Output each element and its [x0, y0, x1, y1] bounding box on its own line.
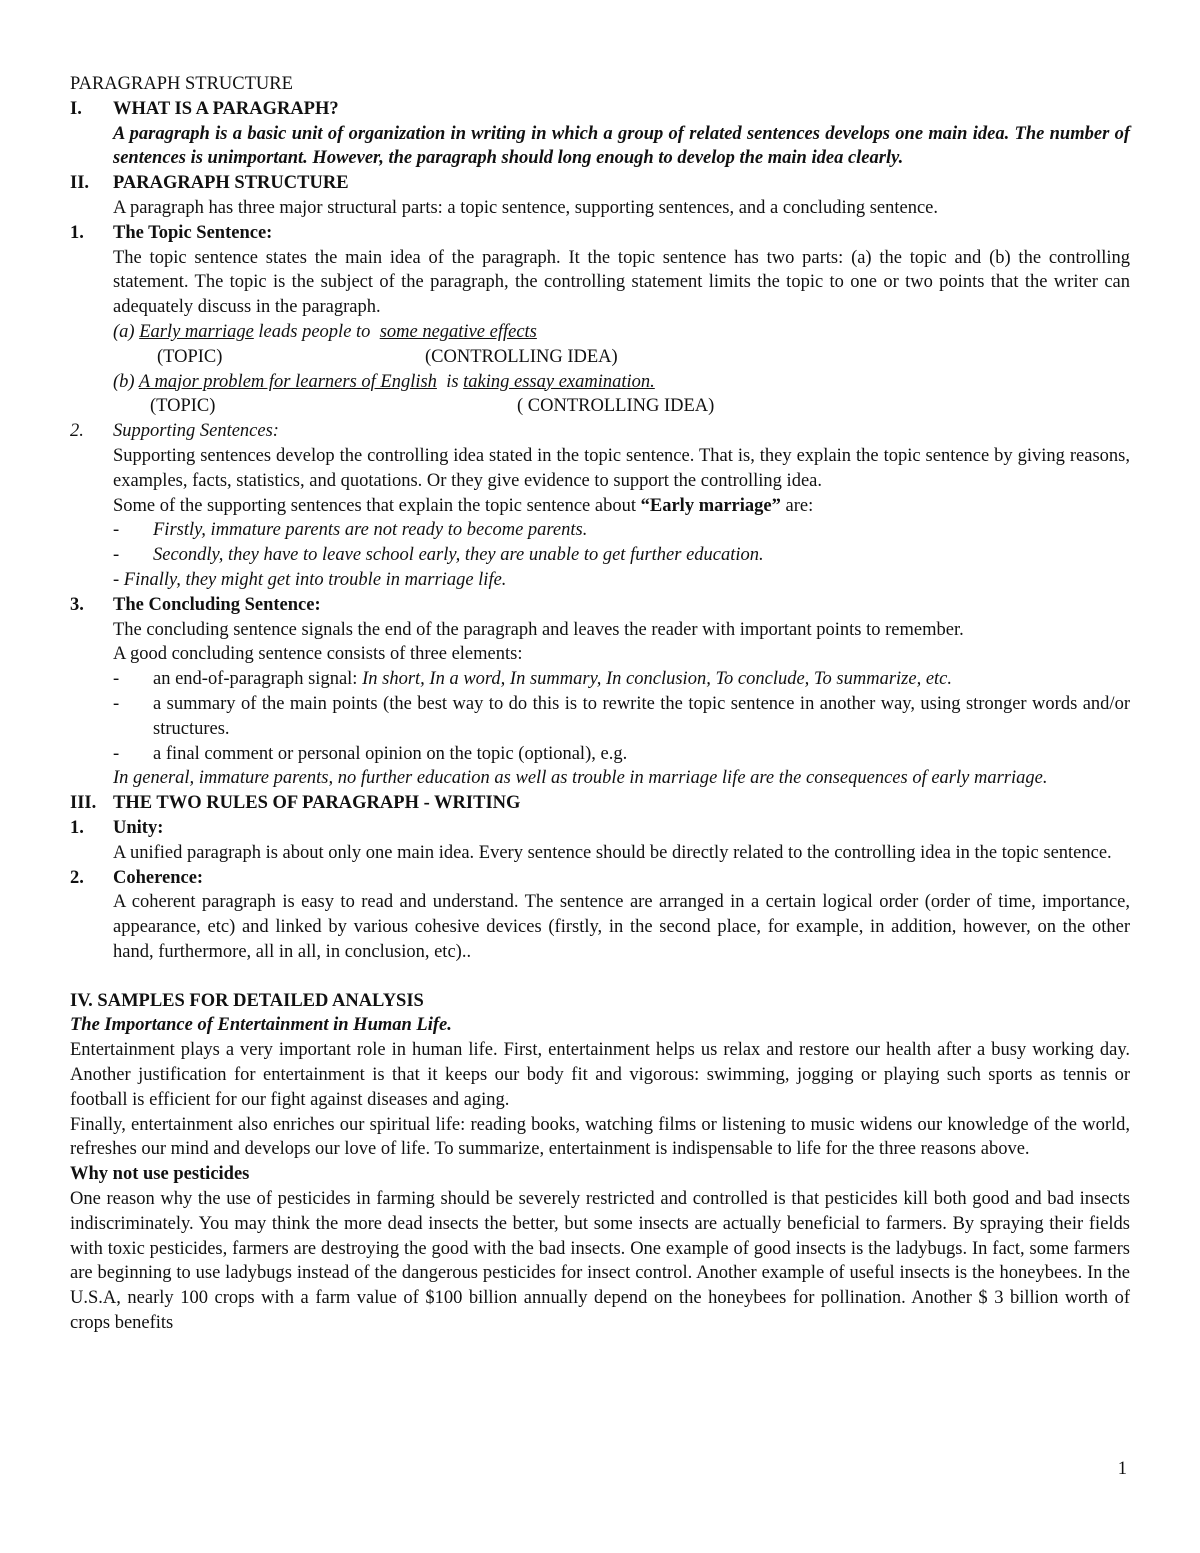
concluding-text-2: A good concluding sentence consists of three elements: — [113, 644, 523, 665]
supporting-bullet-1 — [70, 518, 1130, 543]
sample-1-paragraph-2: Finally, entertainment also enriches our spiritual life: reading books, watching films or listening to music widens our knowledge of the world, refreshes our mind and develops our love of life. To summarize, entertainment is indispensable to life for the three reasons above. — [70, 1114, 1130, 1160]
sample-1-paragraph-1: Entertainment plays a very important role in human life. First, entertainment helps us relax and restore our health after a busy working day. Another justification for entertainment is that it keeps our body fit and vigorous: swimming, jogging or playing such sports as tennis or football is efficient for our fight against diseases and aging. — [70, 1040, 1130, 1110]
section-1-heading — [70, 97, 1130, 122]
section-3-title: THE TWO RULES OF PARAGRAPH - WRITING — [113, 793, 521, 814]
supporting-bullet-1-text: Firstly, immature parents are not ready to become parents. — [153, 520, 588, 541]
supporting-intro-pre: Some of the supporting sentences that explain the topic sentence about — [113, 495, 641, 516]
example-b-topic: A major problem for learners of English — [138, 371, 437, 392]
section-4-heading: IV. SAMPLES FOR DETAILED ANALYSIS — [70, 990, 424, 1011]
concluding-bullet-2 — [70, 692, 1130, 742]
unity-title: Unity: — [113, 817, 164, 838]
unity-text: A unified paragraph is about only one main idea. Every sentence should be directly related to the controlling idea in the topic sentence. — [113, 842, 1112, 863]
sample-1-title: The Importance of Entertainment in Human Life. — [70, 1015, 452, 1036]
concluding-bullet-2-text: a summary of the main points (the best way to do this is to rewrite the topic sentence in another way, using stronger words and/or structures. — [153, 693, 1130, 739]
concluding-bullet-1 — [70, 667, 1130, 692]
page-number: 1 — [1117, 1459, 1127, 1479]
section-2-title: PARAGRAPH STRUCTURE — [113, 173, 349, 194]
section-2-number: II. — [70, 173, 90, 194]
sample-2-paragraph-1: One reason why the use of pesticides in farming should be severely restricted and controlled is that pesticides kill both good and bad insects indiscriminately. You may think the more dead insects the better, but some insects are actually beneficial to farmers. By spraying their fields with toxic pesticides, farmers are destroying the good with the bad insects. One example of good insects is the ladybugs. In fact, some farmers are beginning to use ladybugs instead of the dangerous pesticides for insect control. Another example of useful insects is the honeybees. In the U.S.A, nearly 100 crops with a farm value of $100 billion annually depend on the honeybees for pollination. Another $ 3 billion worth of crops benefits — [70, 1189, 1130, 1334]
example-a-tags — [70, 345, 1130, 370]
supporting-heading — [70, 419, 1130, 444]
supporting-intro-bold: “Early marriage” — [640, 495, 781, 516]
concluding-bullet-3 — [70, 742, 1130, 767]
example-b-tags — [70, 394, 1130, 419]
coherence-number: 2. — [70, 867, 84, 888]
example-a-controlling: some negative effects — [379, 321, 537, 342]
example-a-topic-tag: (TOPIC) — [157, 346, 223, 367]
bullet-dash: - — [113, 520, 120, 541]
section-2-heading — [70, 171, 1130, 196]
topic-sentence-number: 1. — [70, 222, 84, 243]
bullet-dash: - — [113, 693, 120, 714]
section-3-number: III. — [70, 793, 97, 814]
paragraph-definition: A paragraph is a basic unit of organization in writing in which a group of related sentences develops one main idea. The number of sentences is unimportant. However, the paragraph should long enough to develop the main idea clearly. — [113, 123, 1130, 169]
supporting-number: 2. — [70, 421, 84, 442]
example-a-label: (a) — [113, 321, 135, 342]
supporting-text: Supporting sentences develop the controlling idea stated in the topic sentence. That is, they explain the topic sentence by giving reasons, examples, facts, statistics, and quotations. Or they give evidence to support the controlling idea. — [113, 445, 1130, 491]
example-b-controlling: taking essay examination. — [463, 371, 655, 392]
example-a-topic: Early marriage — [139, 321, 254, 342]
sample-2-title: Why not use pesticides — [70, 1164, 250, 1185]
document-page — [70, 72, 1130, 1336]
example-b-topic-tag: (TOPIC) — [150, 396, 216, 417]
bullet-dash: - — [113, 669, 120, 690]
supporting-intro — [70, 494, 1130, 519]
section-1-number: I. — [70, 98, 82, 119]
unity-number: 1. — [70, 817, 84, 838]
structure-intro: A paragraph has three major structural parts: a topic sentence, supporting sentences, and a concluding sentence. — [113, 197, 939, 218]
doc-title: PARAGRAPH STRUCTURE — [70, 74, 293, 94]
coherence-title: Coherence: — [113, 867, 204, 888]
topic-sentence-title: The Topic Sentence: — [113, 222, 273, 243]
supporting-bullet-2 — [70, 543, 1130, 568]
example-a-controlling-tag: (CONTROLLING IDEA) — [425, 346, 618, 367]
example-b-label: (b) — [113, 371, 135, 392]
section-1-title: WHAT IS A PARAGRAPH? — [113, 98, 339, 119]
section-3-heading — [70, 791, 1130, 816]
bullet-dash: - — [113, 743, 120, 764]
example-b-mid: is — [436, 371, 464, 392]
concluding-bullet-3-text: a final comment or personal opinion on the topic (optional), e.g. — [153, 743, 628, 764]
supporting-intro-post: are: — [780, 495, 814, 516]
concluding-bullet-1-pre: an end-of-paragraph signal: — [153, 669, 363, 690]
concluding-text-1: The concluding sentence signals the end of the paragraph and leaves the reader with important points to remember. — [113, 619, 964, 640]
bullet-dash: - — [113, 545, 120, 566]
coherence-heading — [70, 866, 1130, 891]
concluding-number: 3. — [70, 594, 84, 615]
unity-heading — [70, 816, 1130, 841]
example-a-mid: leads people to — [253, 321, 376, 342]
coherence-text: A coherent paragraph is easy to read and understand. The sentence are arranged in a certain logical order (order of time, importance, appearance, etc) and linked by various cohesive devices (firstly, in the second place, for example, in addition, however, on the other hand, furthermore, all in all, in conclusion, etc).. — [113, 892, 1130, 962]
example-a — [70, 320, 1130, 345]
supporting-title: Supporting Sentences: — [113, 421, 279, 442]
concluding-heading — [70, 593, 1130, 618]
example-b — [70, 370, 1130, 395]
topic-sentence-text: The topic sentence states the main idea of the paragraph. It the topic sentence has two parts: (a) the topic and (b) the controlling statement. The topic is the subject of the paragraph, the controlling statement limits the topic to one or two points that the writer can adequately discuss in the paragraph. — [113, 247, 1130, 318]
example-b-controlling-tag: ( CONTROLLING IDEA) — [517, 396, 715, 417]
concluding-title: The Concluding Sentence: — [113, 594, 321, 615]
concluding-example: In general, immature parents, no further education as well as trouble in marriage life are the consequences of early marriage. — [113, 768, 1048, 789]
concluding-bullet-1-signals: In short, In a word, In summary, In conclusion, To conclude, To summarize, etc. — [362, 669, 953, 690]
supporting-bullet-3: - Finally, they might get into trouble in marriage life. — [113, 569, 507, 590]
supporting-bullet-2-text: Secondly, they have to leave school early, they are unable to get further education. — [153, 545, 764, 566]
topic-sentence-heading — [70, 221, 1130, 246]
